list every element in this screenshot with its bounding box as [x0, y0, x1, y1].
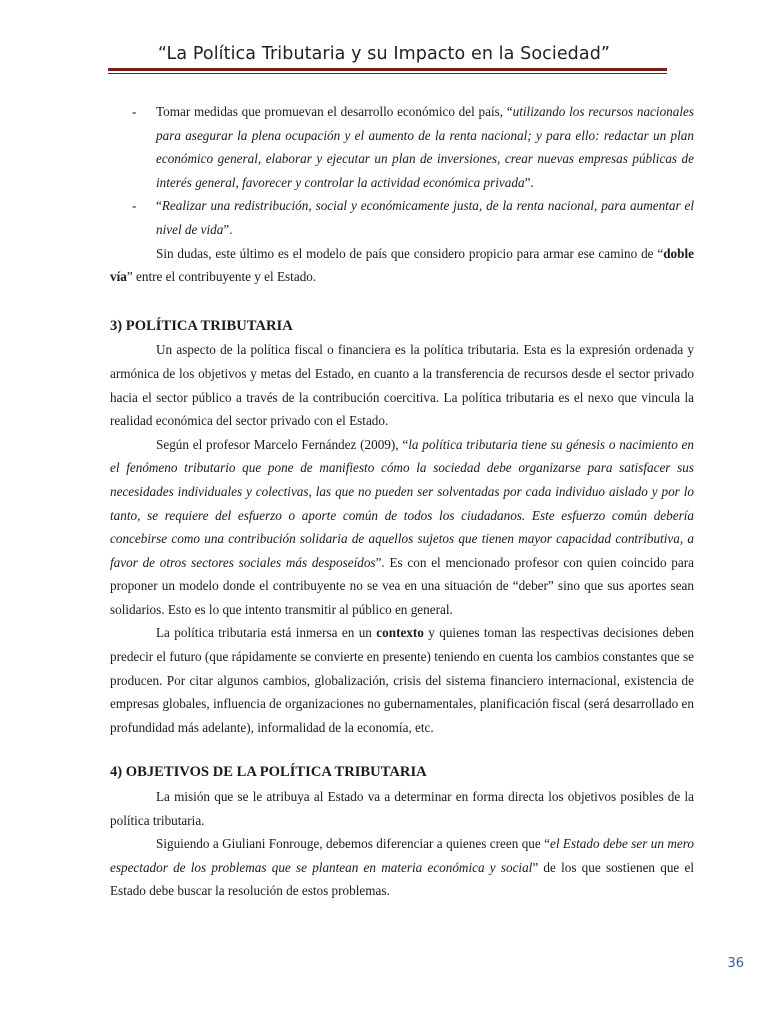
paragraph-text-end: y quienes toman las respectivas decisiones deben predecir el futuro (que rápidamente se convierte en presente) teniendo en cuenta los cambios constantes que se producen. Por citar algunos cambios, globalización, crisis del sistema financiero internacional, existencia de empresas globales, influencia de organizaciones no gubernamentales, planificación fiscal (será desarrollado en profundidad más adelante), informalidad de la economía, etc. — [110, 625, 694, 735]
bullet-text-end: ”. — [223, 221, 233, 237]
bullet-text-end: ”. — [524, 174, 534, 190]
paragraph-bold: contexto — [376, 625, 424, 641]
paragraph-text: La política tributaria está inmersa en un — [156, 625, 377, 641]
paragraph-text: Siguiendo a Giuliani Fonrouge, debemos diferenciar a quienes creen que “ — [156, 836, 550, 852]
paragraph-bold: doble vía — [110, 245, 694, 285]
page-body — [110, 100, 694, 903]
document-title: “La Política Tributaria y su Impacto en la Sociedad” — [157, 44, 611, 64]
bullet-text: Tomar medidas que promuevan el desarrollo económico del país, “ — [156, 104, 513, 119]
bullet-quote: Realizar una redistribución, social y económicamente justa, de la renta nacional, para aumentar el nivel de vida — [156, 198, 694, 237]
section-heading: 3) POLÍTICA TRIBUTARIA — [110, 317, 293, 334]
paragraph — [110, 832, 694, 903]
bullet-text: “ — [156, 198, 162, 214]
bullet-quote: utilizando los recursos nacionales para asegurar la plena ocupación y el aumento de la renta nacional; y para ello: redactar un plan económico general, elaborar y ejecutar un plan de inversiones, crear nuevas empresas públicas de interés general, favorecer y controlar la actividad económica privada — [156, 104, 694, 190]
paragraph: La misión que se le atribuya al Estado va a determinar en forma directa los objetivos posibles de la política tributaria. — [110, 789, 694, 828]
paragraph — [110, 621, 694, 739]
paragraph-text: Según el profesor Marcelo Fernández (2009), “ — [156, 436, 409, 452]
paragraph-text-end: ” entre el contribuyente y el Estado. — [126, 269, 317, 285]
paragraph-text-end: ” de los que sostienen que el Estado debe buscar la resolución de estos problemas. — [110, 859, 695, 899]
paragraph: Un aspecto de la política fiscal o financiera es la política tributaria. Esta es la expresión ordenada y armónica de los objetivos y metas del Estado, en cuanto a la transferencia de recursos desde el sector privado hacia el sector público a través de la contribución coercitiva. La política tributaria es el nexo que vincula la realidad económica del sector privado con el Estado. — [110, 342, 694, 429]
bullet-dash: - — [132, 104, 137, 119]
bullet-item — [110, 194, 694, 241]
paragraph — [110, 242, 694, 289]
page-number: 36 — [727, 956, 744, 971]
bullet-dash: - — [132, 198, 137, 214]
header-rule-thick — [108, 68, 667, 71]
paragraph-text: Sin dudas, este último es el modelo de país que considero propicio para armar ese camino de “ — [156, 245, 664, 261]
paragraph-text-end: ”. Es con el mencionado profesor con quien coincido para proponer un modelo donde el contribuyente no se vea en una situación de “deber” sino que sus aportes sean solidarios. Esto es lo que intento transmitir al público en general. — [110, 554, 694, 617]
paragraph-quote: el Estado debe ser un mero espectador de los problemas que se plantean en materia económica y social — [110, 836, 694, 875]
header-rule-thin — [108, 73, 667, 74]
paragraph — [110, 433, 694, 622]
bullet-item — [110, 100, 694, 194]
section-heading: 4) OBJETIVOS DE LA POLÍTICA TRIBUTARIA — [110, 764, 427, 781]
paragraph-quote: la política tributaria tiene su génesis o nacimiento en el fenómeno tributario que pone de manifiesto cómo la sociedad debe organizarse para satisfacer sus necesidades individuales y colectivas, las que no pueden ser solventadas por cada individuo aislado y por lo tanto, se requiere del esfuerzo o aporte común de todos los ciudadanos. Este esfuerzo común debería concebirse como una contribución solidaria de aquellos sujetos que tienen mayor capacidad contributiva, a favor de otros sectores sociales más desposeídos — [110, 436, 695, 570]
